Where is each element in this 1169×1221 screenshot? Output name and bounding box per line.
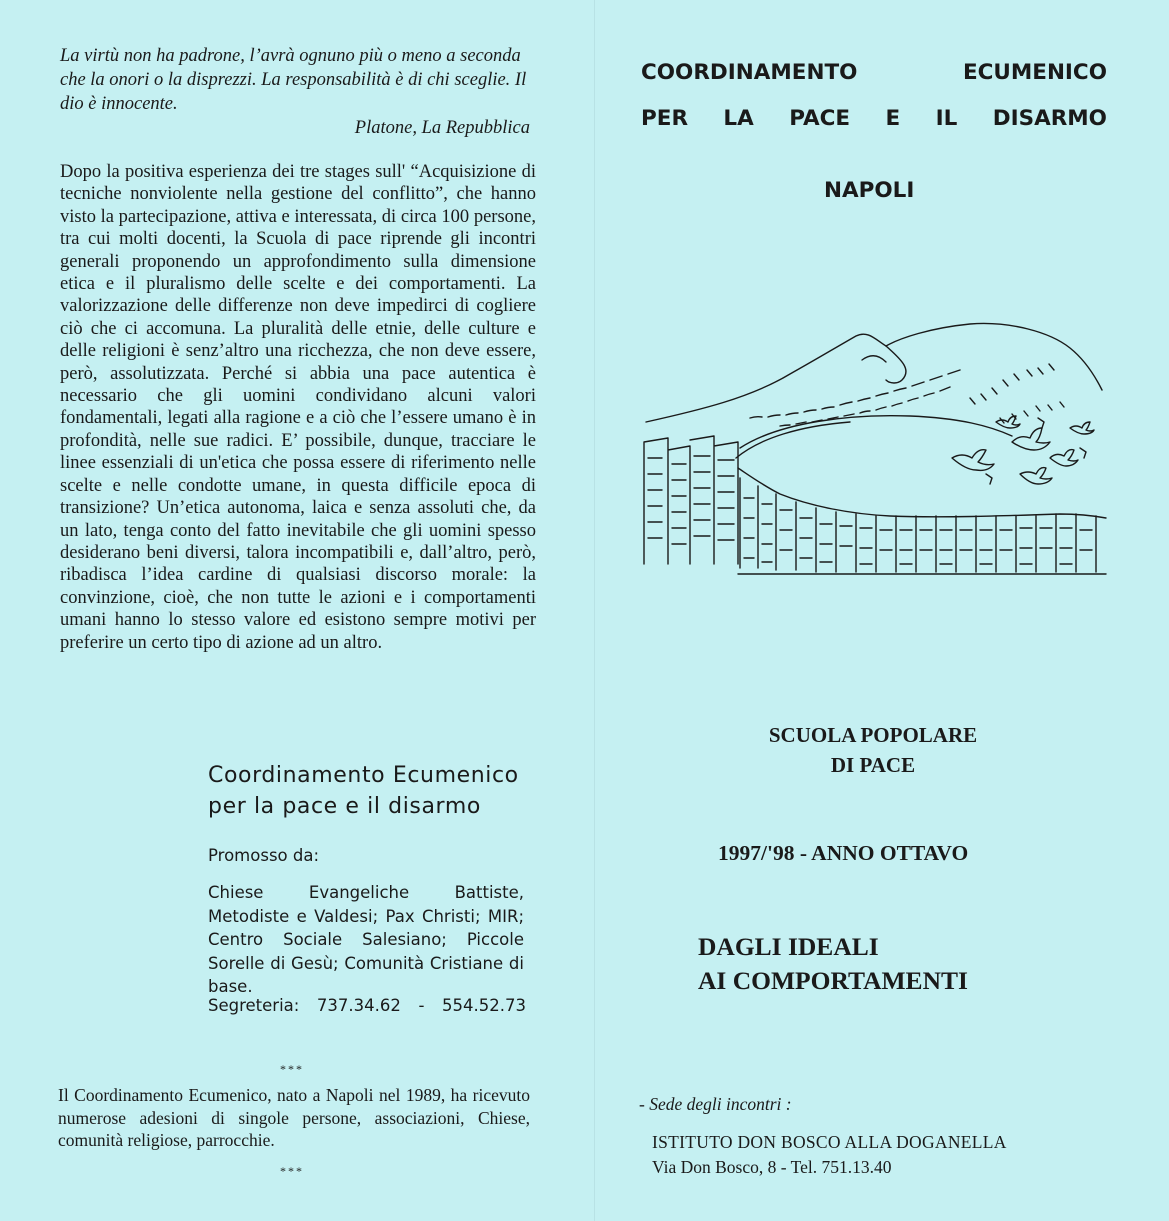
school-title-line1: SCUOLA POPOLARE: [768, 723, 978, 747]
header-word: PER: [641, 106, 688, 131]
venue-name: ISTITUTO DON BOSCO ALLA DOGANELLA: [652, 1132, 1007, 1152]
promoted-by-label: Promosso da:: [208, 846, 320, 865]
header-word: ECUMENICO: [962, 60, 1107, 85]
epigraph-text: La virtù non ha padrone, l’avrà ognuno più o meno a seconda che la onori o la disprezzi. La responsabilità è di chi sceglie. Il dio è innocente.: [60, 46, 527, 114]
promoters-list: Chiese Evangeliche Battiste, Metodiste e Valdesi; Pax Christi; MIR; Centro Sociale Salesiano; Piccole Sorelle di Gesù; Comunità Cristiane di base.: [208, 883, 524, 996]
header-word: PACE: [789, 106, 851, 131]
stars-divider-bottom: ***: [280, 1164, 304, 1178]
venue-label: - Sede degli incontri :: [639, 1094, 792, 1114]
secretariat-phone-1: 737.34.62: [316, 996, 401, 1015]
secretariat-phone-2: 554.52.73: [441, 996, 526, 1015]
header-line-2: [641, 106, 1107, 131]
header-word: E: [885, 106, 901, 131]
stars-divider-top: ***: [280, 1062, 304, 1076]
school-title-line2: DI PACE: [830, 753, 916, 777]
organization-title: [208, 760, 528, 822]
theme-title: [698, 930, 968, 998]
header-word: COORDINAMENTO: [641, 60, 858, 85]
organization-title-line1: Coordinamento Ecumenico: [208, 763, 519, 788]
city-title: NAPOLI: [824, 178, 915, 203]
venue-address: Via Don Bosco, 8 - Tel. 751.13.40: [652, 1157, 892, 1177]
theme-title-line1: DAGLI IDEALI: [698, 932, 879, 961]
header-line-1: [641, 60, 1107, 85]
page-fold: [594, 0, 595, 1221]
school-title: [700, 720, 1046, 780]
year-label: 1997/'98 - ANNO OTTAVO: [718, 841, 969, 865]
secretariat-phones: [208, 996, 526, 1015]
intro-paragraph: Dopo la positiva esperienza dei tre stages sull' “Acquisizione di tecniche nonviolente nella gestione del conflitto”, che hanno visto la partecipazione, attiva e interessata, di circa 100 persone, tra cui molti docenti, la Scuola di pace riprende gli incontri generali proponendo un approfondimento sulla dimensione etica e il pluralismo delle scelte e dei comportamenti. La valorizzazione delle differenze non deve impedirci di cogliere ciò che ci accomuna. La pluralità delle etnie, delle culture e delle religioni è senz’altro una ricchezza, che non deve essere, però, assolutizzata. Perché si abbia una pace autentica è necessario che gli uomini condividano alcuni valori fondamentali, legati alla ragione e a ciò che l’essere umano è in profondità, nelle sue radici. E’ possibile, dunque, tracciare le linee essenziali di un'etica che possa essere di riferimento nelle scelte e nelle condotte umane, in questa difficile epoca di transizione? Un’etica autonoma, laica e senza assoluti che, da un lato, tenga conto del fatto inevitabile che gli uomini spesso desiderano beni diversi, talora incompatibili e, dall’altro, però, ribadisca l’idea cardine di qualsiasi discorso morale: la convinzione, cioè, che non tutte le azioni e i comportamenti umani hanno lo stesso valore ed esistono sempre motivi per preferire un certo tipo di azione ad un altro.: [60, 162, 536, 653]
header-word: LA: [723, 106, 754, 131]
epigraph: [60, 44, 530, 140]
foundation-note: Il Coordinamento Ecumenico, nato a Napoli nel 1989, ha ricevuto numerose adesioni di singole persone, associazioni, Chiese, comunità religiose, parrocchie.: [58, 1085, 530, 1150]
theme-title-line2: AI COMPORTAMENTI: [698, 966, 968, 995]
organization-title-line2: per la pace e il disarmo: [208, 794, 481, 819]
bay-of-naples-drawing: [640, 318, 1110, 578]
secretariat-separator: -: [418, 996, 425, 1015]
header-word: DISARMO: [992, 106, 1107, 131]
secretariat-label: Segreteria:: [208, 996, 300, 1015]
epigraph-source: Platone, La Repubblica: [354, 118, 530, 138]
header-word: IL: [935, 106, 958, 131]
